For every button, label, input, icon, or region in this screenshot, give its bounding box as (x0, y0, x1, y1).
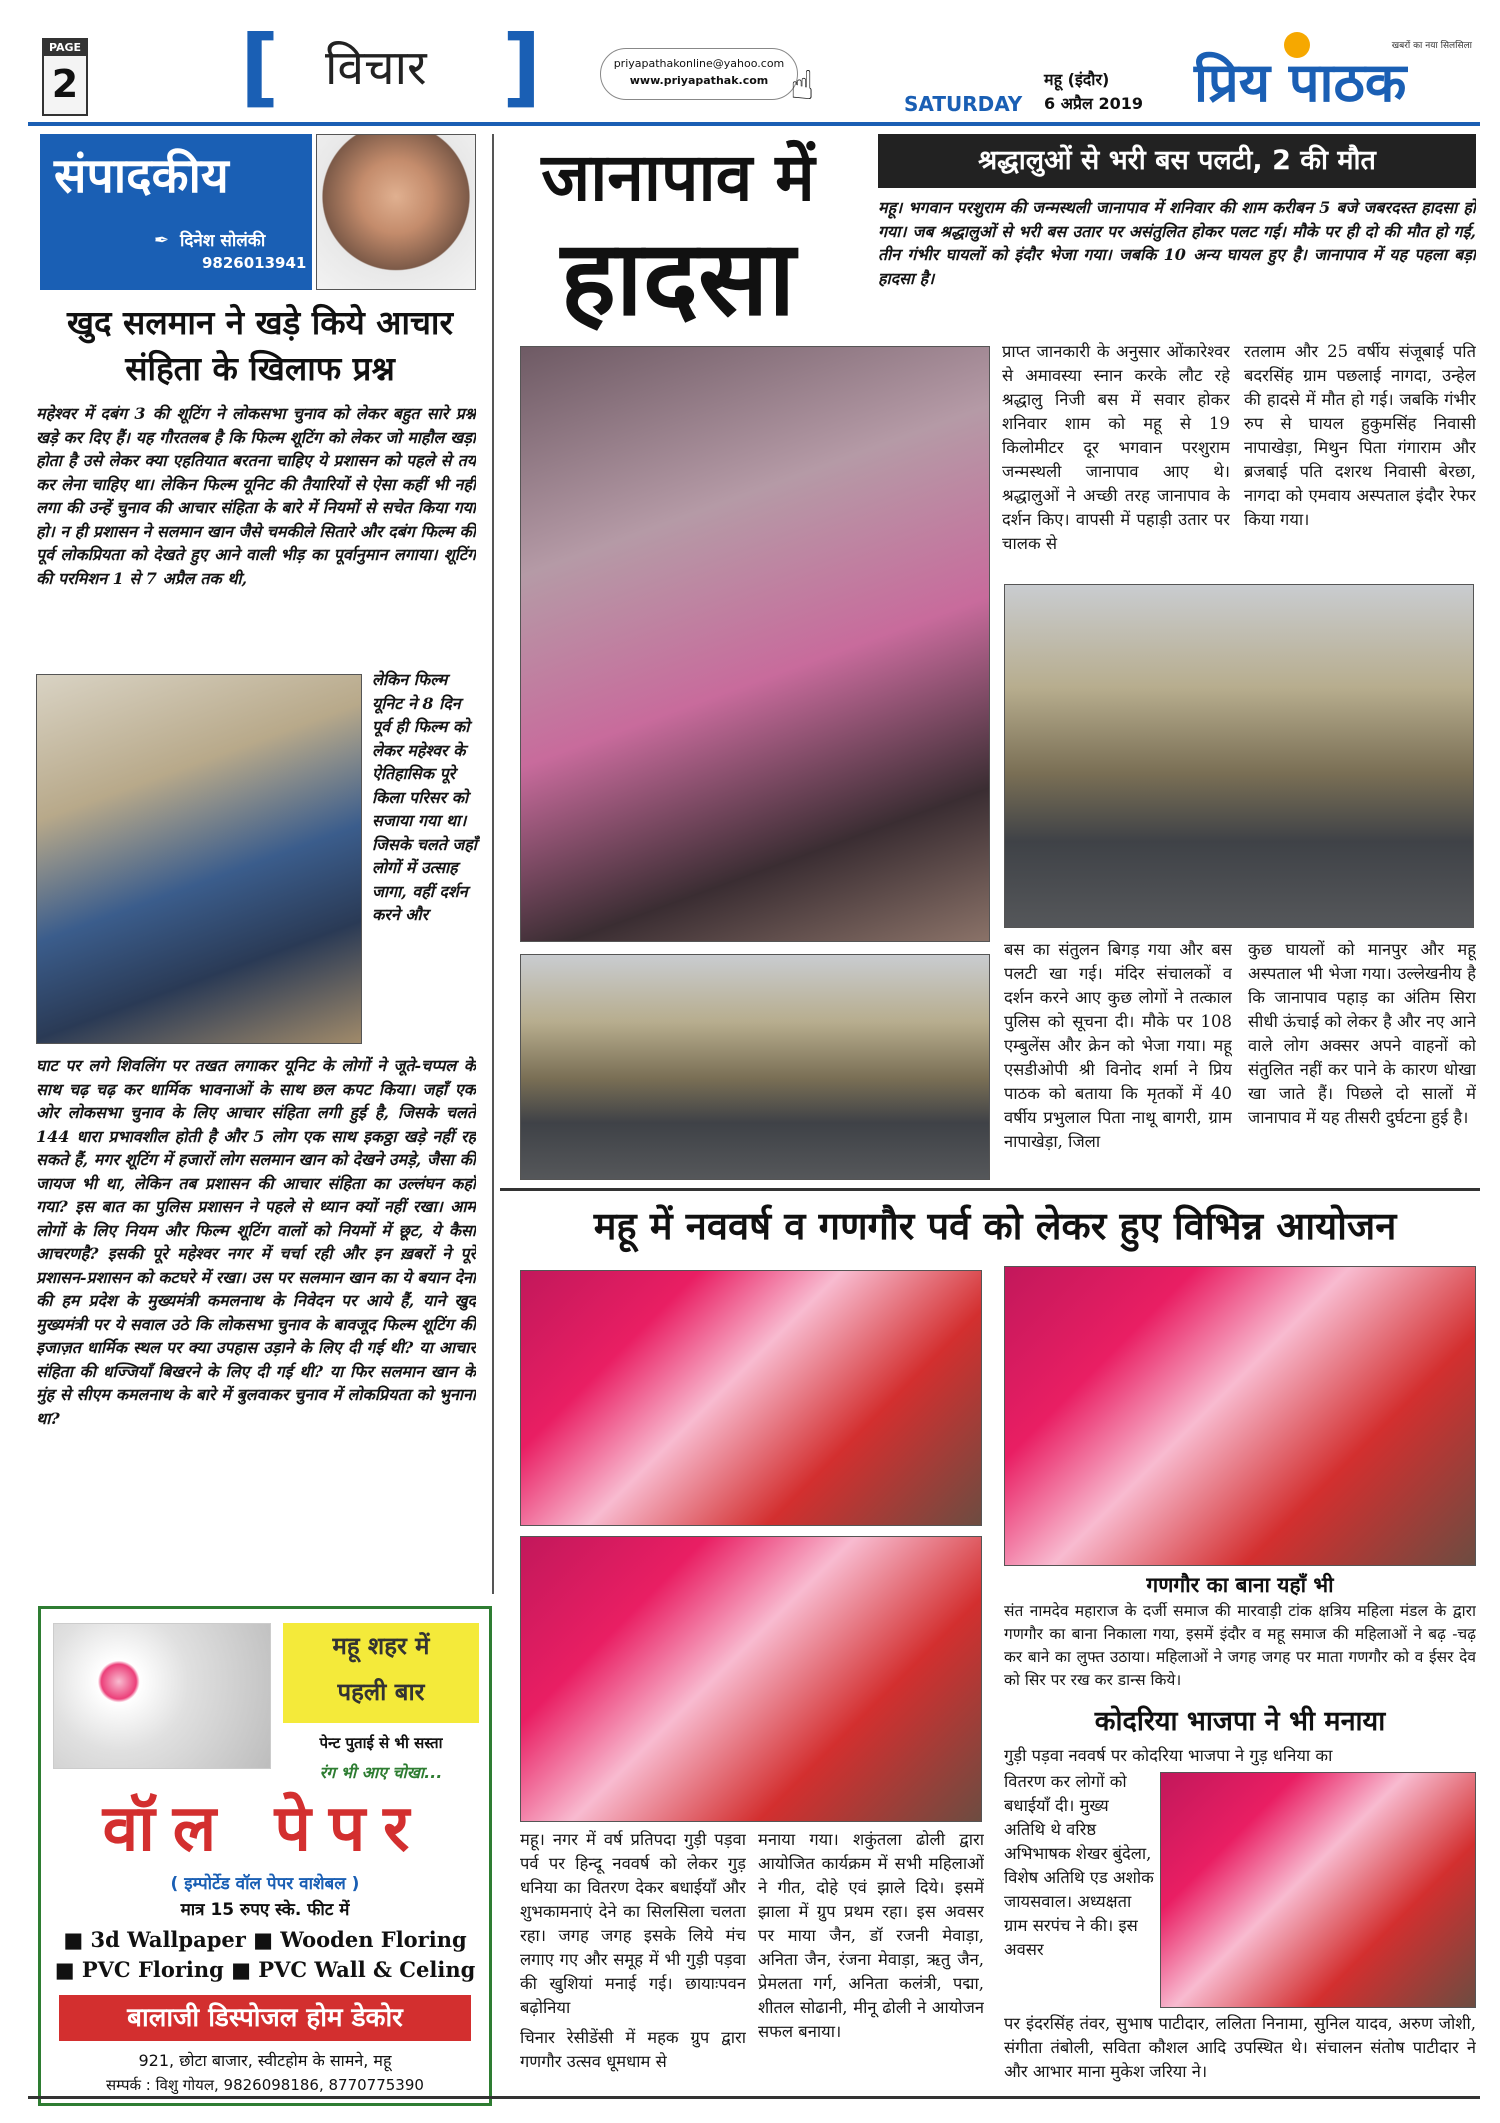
logo-text: प्रिय पाठक (1194, 51, 1407, 114)
date-label: 6 अप्रैल 2019 (1044, 94, 1143, 113)
festival-col1b: चिनार रेसीडेंसी में महक ग्रुप द्वारा गणगौर उत्सव धूमधाम से (520, 2028, 746, 2071)
accident-lead: महू। भगवान परशुराम की जन्मस्थली जानापाव में शनिवार की शाम करीबन 5 बजे जबरदस्त हादसा हो गया। जब श्रद्धालुओं से भरी बस उतार पर असंतुलित होकर पलट गई। मौके पर ही दो की मौत हो गई, तीन गंभीर घायलों को इंदौर भेजा गया। जबकि 10 अन्य घायल हुए है। जानापाव में यह पहला बड़ा हादसा है। (878, 198, 1476, 288)
ad-price: मात्र 15 रुपए स्के. फीट में (180, 1900, 350, 1920)
kodariya-photo (1160, 1772, 1476, 2008)
author-photo (316, 134, 476, 290)
page-number: 2 (51, 62, 79, 106)
ad-contact: सम्पर्क : विशु गोयल, 9826098186, 8770775390 (106, 2076, 424, 2094)
editorial-headline-line2: संहिता के खिलाफ प्रश्न (125, 349, 395, 388)
editorial-para-side: लेकिन फिल्म यूनिट ने 8 दिन पूर्व ही फिल्म को लेकर महेश्वर के ऐतिहासिक पूरे किला परिसर को सजाया गया था। जिसके चलते जहाँ लोगों में उत्साह जागा, वहीं दर्शन करने और (372, 670, 477, 924)
ad-features-line1: ■ 3d Wallpaper ■ Wooden Floring (63, 1927, 467, 1952)
section-bracket-right: ] (502, 17, 542, 117)
festival-col1: महू। नगर में वर्ष प्रतिपदा गुड़ी पड़वा पर्व पर हिन्दू नववर्ष को लेकर गुड़ धनिया का वितरण देकर बधाईयाँ और शुभकामनाएं देने का सिलसिला चलता रहा। जगह जगह इसके लिये मंच लगाए गए और समूह में भी गुड़ी पड़वा की खुशियां मनाई गई। छायाःपवन बढ़ोनिया (520, 1830, 746, 2017)
kodariya-para-top: गुड़ी पड़वा नववर्ष पर कोदरिया भाजपा ने गुड़ धनिया का (1004, 1746, 1333, 1765)
day-label: SATURDAY (904, 92, 1023, 116)
email-text: priyapathakonline@yahoo.com (613, 57, 785, 70)
pointer-hand-icon: ☝ (790, 63, 815, 109)
kodariya-para-side: वितरण कर लोगों को बधाईयाँ दी। मुख्य अतिथि थे वरिष्ठ अभिभाषक शेखर बुंदेला, विशेष अतिथि एड अशोक जायसवाल। अध्यक्षता ग्राम सरपंच ने की। इस अवसर (1004, 1772, 1154, 1959)
festival-col2: मनाया गया। शकुंतला ढोली द्वारा आयोजित कार्यक्रम में सभी महिलाओं ने गीत, दोहे एवं झाले दिये। इसमें झाला में ग्रुप प्रथम रहा। इस अवसर पर माया जैन, डॉ रजनी मेवाड़ा, अनिता जैन, रंजना मेवाड़ा, ऋतु जैन, प्रेमलता गर्ग, अनिता कलंत्री, पद्मा, शीतल सोढानी, मीनू ढोली ने आयोजन सफल बनाया। (758, 1830, 984, 2041)
ad-address: 921, छोटा बाजार, स्वीटहोम के सामने, महू (138, 2051, 392, 2070)
ad-tagline-box (283, 1623, 479, 1723)
ad-title: वॉल पेपर (102, 1792, 428, 1866)
ad-tagline-line1: महू शहर में (332, 1632, 430, 1660)
ad-features-line2: ■ PVC Floring ■ PVC Wall & Celing (54, 1957, 476, 1982)
column-divider-left (492, 134, 494, 1594)
festival-headline: महू में नववर्ष व गणगौर पर्व को लेकर हुए विभिन्न आयोजन (593, 1203, 1397, 1248)
salman-photo (36, 674, 362, 1044)
editorial-banner (40, 134, 312, 290)
festival-photo-2 (1004, 1266, 1476, 1566)
festival-caption-head: गणगौर का बाना यहाँ भी (1146, 1573, 1334, 1597)
ad-shop-name: बालाजी डिस्पोजल होम डेकोर (59, 1995, 471, 2041)
ad-sub2: रंग भी आए चोखा... (319, 1763, 443, 1782)
bus-wreck-photo (520, 346, 990, 942)
section-bracket-left: [ (240, 17, 280, 117)
page-number-box (42, 38, 88, 116)
masthead-rule (28, 122, 1480, 126)
author-name: दिनेश सोलंकी (180, 231, 266, 251)
editorial-label: संपादकीय (54, 148, 229, 204)
editorial-headline-line1: खुद सलमान ने खड़े किये आचार (67, 303, 453, 342)
kodariya-headline: कोदरिया भाजपा ने भी मनाया (1094, 1706, 1386, 1737)
city-label: महू (इंदौर) (1044, 70, 1110, 89)
contact-box (600, 48, 798, 100)
festival-caption-text: संत नामदेव महाराज के दर्जी समाज की मारवाड़ी टांक क्षत्रिय महिला मंडल के द्वारा गणगौर का बाना निकाला गया, इसमें इंदौर व महू समाज की महिलाओं ने बढ़ -चढ़ कर बाने का लुफ्त उठाया। महिलाओं ने जगह जगह पर माता गणगौर को व ईसर देव को सिर पर रख कर डान्स किये। (1004, 1602, 1476, 1689)
footer-rule (28, 2096, 1480, 2099)
accident-subhead: श्रद्धालुओं से भरी बस पलटी, 2 की मौत (878, 134, 1476, 188)
accident-col2: रतलाम और 25 वर्षीय संजूबाई पति बदरसिंह ग्राम पछलाई नागदा, उन्हेल की हादसे में मौत हो गई। जबकि गंभीर रुप से घायल हुकुमसिंह निवासी नापाखेड़ा, मिथुन पिता गंगाराम और ब्रजबाई पति दशरथ निवासी बेरछा, नागदा को एमवाय अस्पताल इंदौर रेफर किया गया। (1244, 342, 1476, 529)
rescue-road-photo (1004, 584, 1474, 928)
festival-photo-1 (520, 1270, 982, 1526)
logo-tagline: खबरों का नया सिलसिला (1391, 41, 1472, 51)
editorial-para-top: महेश्वर में दबंग 3 की शूटिंग ने लोकसभा चुनाव को लेकर बहुत सारे प्रश्न खड़े कर दिए हैं। यह गौरतलब है कि फिल्म शूटिंग को लेकर जो माहौल खड़ा होता है उसे लेकर क्या एहतियात बरतना चाहिए ये प्रशासन को पहले से तय कर लेना चाहिए था। लेकिन फिल्म यूनिट की तैयारियों से ऐसा कहीं भी नहीं लगा की उन्हें चुनाव की आचार संहिता के बारे में नियमों से सचेत किया गया हो। न ही प्रशासन ने सलमान खान जैसे चमकीले सितारे और दबंग फिल्म की पूर्व लोकप्रियता को देखते हुए आने वाली भीड़ का पूर्वानुमान लगाया। शूटिंग की परमिशन 1 से 7 अप्रैल तक थी, (36, 404, 476, 588)
ad-decor-image (53, 1623, 271, 1769)
accident-headline-line2: हादसा (560, 216, 796, 339)
accident-col3: बस का संतुलन बिगड़ गया और बस पलटी खा गई। मंदिर संचालकों व दर्शन करने आए कुछ लोगों ने तत्काल पुलिस को सूचना दी। मौके पर 108 एम्बुलेंस और क्रेन को भेजा गया। महू एसडीओपी श्री विनोद शर्मा ने प्रिय पाठक को बताया कि मृतकों में 40 वर्षीय प्रभुलाल पिता नाथू बागरी, ग्राम नापाखेड़ा, जिला (1004, 940, 1232, 1151)
accident-col4: कुछ घायलों को मानपुर और महू अस्पताल भी भेजा गया। उल्लेखनीय है कि जानापाव पहाड़ का अंतिम सिरा सीधी ऊंचाई को लेकर है और नए आने वाले लोग अक्सर अपने वाहनों को संतुलित नहीं कर पाने के कारण धोखा खा जाते हैं। पिछले दो सालों में जानापाव में यह तीसरी दुर्घटना हुई है। (1248, 940, 1476, 1127)
author-phone: 9826013941 (202, 254, 307, 272)
pen-icon: ✒ (154, 230, 170, 251)
ad-sub1: पेन्ट पुताई से भी सस्ता (319, 1734, 443, 1752)
story-divider (500, 1188, 1480, 1191)
website-text: www.priyapathak.com (629, 74, 769, 87)
ad-subtitle: ( इम्पोर्टेड वॉल पेपर वाशेबल ) (170, 1874, 360, 1894)
wallpaper-ad (38, 1606, 492, 2106)
accident-col1: प्राप्त जानकारी के अनुसार ओंकारेश्वर से अमावस्या स्नान करके लौट रहे श्रद्धालु निजी बस में सवार होकर शनिवार शाम को महू से 19 किलोमीटर दूर भगवान परशुराम जन्मस्थली जानापाव आए थे। श्रद्धालुओं ने अच्छी तरह जानापाव के दर्शन किए। वापसी में पहाड़ी उतार पर चालक से (1002, 342, 1230, 553)
ad-tagline-line2: पहली बार (337, 1678, 425, 1706)
kodariya-para-bottom: पर इंदरसिंह तंवर, सुभाष पाटीदार, ललिता निनामा, सुनिल यादव, अरुण जोशी, संगीता तंबोली, सविता कौशल आदि उपस्थित थे। संचालन संतोष पाटीदार ने और आभार माना मुकेश जरिया ने। (1004, 2014, 1476, 2081)
section-title: विचार (325, 40, 427, 96)
festival-photo-3 (520, 1536, 982, 1822)
accident-headline-line1: जानापाव में (541, 138, 815, 216)
editorial-para-bottom: घाट पर लगे शिवलिंग पर तखत लगाकर यूनिट के लोगों ने जूते-चप्पल के साथ चढ़ चढ़ कर धार्मिक भावनाओं के साथ छल कपट किया। जहाँ एक ओर लोकसभा चुनाव के लिए आचार संहिता लगी हुई है, जिसके चलते 144 धारा प्रभावशील होती है और 5 लोग एक साथ इकठ्ठा खड़े नहीं रह सकते हैं, मगर शूटिंग में हजारों लोग सलमान खान को देखने उमड़े, जैसा की जायज भी था, लेकिन तब प्रशासन की आचार संहिता का उल्लंघन कहाँ गया? इस बात का पुलिस प्रशासन ने पहले से ध्यान क्यों नहीं रखा। आम लोगों के लिए नियम और फिल्म शूटिंग वालों को नियमों में छूट, ये कैसा आचरणहै? इसकी पूरे महेश्वर नगर में चर्चा रही और इन ख़बरों ने पूरे प्रशासन-प्रशासन को कटघरे में रखा। उस पर सलमान खान का ये बयान देना की हम प्रदेश के मुख्यमंत्री कमलनाथ के निवेदन पर आये हैं, याने खुद मुख्यमंत्री पर ये सवाल उठे कि लोकसभा चुनाव के बावजूद फिल्म शूटिंग की इजाज़त धार्मिक स्थल पर क्या उपहास उड़ाने के लिए दी गई थी? या आचार संहिता की धज्जियाँ बिखरने के लिए दी गई थी? या फिर सलमान खान के मुंह से सीएम कमलनाथ के बारे में बुलवाकर चुनाव में लोकप्रियता को भुनाना था? (36, 1056, 476, 1428)
crowd-road-photo (520, 954, 990, 1180)
logo (1188, 30, 1478, 120)
page-label: PAGE (44, 40, 86, 56)
